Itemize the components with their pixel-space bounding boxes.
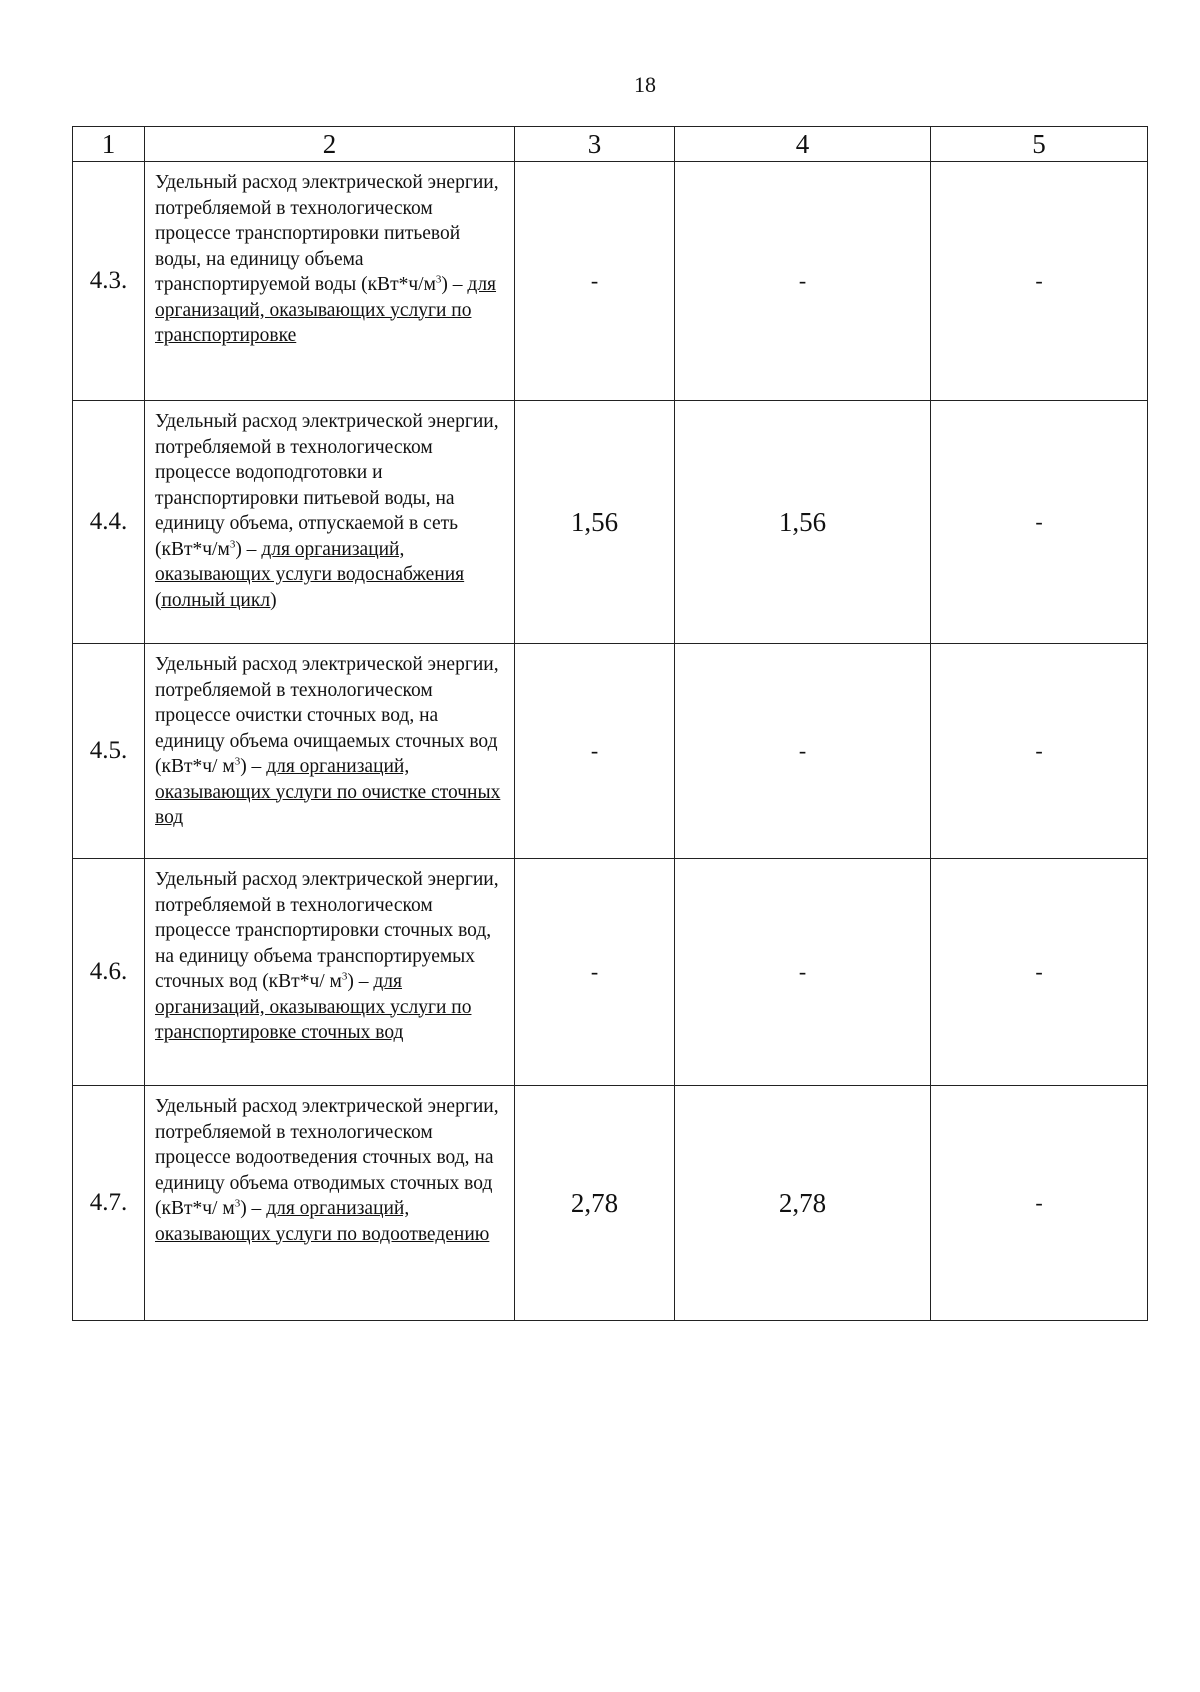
row-description: Удельный расход электрической энергии, потребляемой в технологическом процессе водоподготовки и транспортировки питьевой воды, на единицу объема, отпускаемой в сеть $(кВт*ч/м^3)$ – для организаций, оказывающих услуги водоснабжения (полный цикл) — [145, 401, 515, 644]
cell-col4: - — [675, 162, 931, 401]
header-cell: 5 — [931, 127, 1148, 162]
table-header-row — [73, 127, 1148, 162]
table-row — [73, 859, 1148, 1086]
row-description: Удельный расход электрической энергии, потребляемой в технологическом процессе транспортировки сточных вод, на единицу объема транспортируемых сточных вод (кВт*ч/ $м^3$) – для организаций, оказывающих услуги по транспортировке сточных вод — [145, 859, 515, 1086]
cell-col4: - — [675, 644, 931, 859]
table-row — [73, 644, 1148, 859]
cell-col3: - — [515, 859, 675, 1086]
row-number: 4.6. — [73, 859, 145, 1086]
header-cell: 4 — [675, 127, 931, 162]
header-cell: 2 — [145, 127, 515, 162]
row-description: Удельный расход электрической энергии, потребляемой в технологическом процессе транспортировки питьевой воды, на единицу объема транспортируемой воды $(кВт*ч/м^3)$ – для организаций, оказывающих услуги по транспортировке — [145, 162, 515, 401]
row-description: Удельный расход электрической энергии, потребляемой в технологическом процессе очистки сточных вод, на единицу объема очищаемых сточных вод (кВт*ч/ $м^3$) – для организаций, оказывающих услуги по очистке сточных вод — [145, 644, 515, 859]
cell-col5: - — [931, 401, 1148, 644]
cell-col3: 1,56 — [515, 401, 675, 644]
header-cell: 3 — [515, 127, 675, 162]
cell-col5: - — [931, 1086, 1148, 1321]
cell-col5: - — [931, 859, 1148, 1086]
row-number: 4.4. — [73, 401, 145, 644]
cell-col4: - — [675, 859, 931, 1086]
cell-col3: - — [515, 644, 675, 859]
page-number: 18 — [634, 72, 656, 97]
table-row — [73, 162, 1148, 401]
table-row — [73, 401, 1148, 644]
indicator-table — [72, 126, 1148, 1321]
row-number: 4.5. — [73, 644, 145, 859]
cell-col3: 2,78 — [515, 1086, 675, 1321]
cell-col3: - — [515, 162, 675, 401]
cell-col5: - — [931, 162, 1148, 401]
row-number: 4.3. — [73, 162, 145, 401]
row-description: Удельный расход электрической энергии, потребляемой в технологическом процессе водоотведения сточных вод, на единицу объема отводимых сточных вод (кВт*ч/ $м^3$) – для организаций, оказывающих услуги по водоотведению — [145, 1086, 515, 1321]
cell-col5: - — [931, 644, 1148, 859]
table-row — [73, 1086, 1148, 1321]
cell-col4: 2,78 — [675, 1086, 931, 1321]
row-number: 4.7. — [73, 1086, 145, 1321]
cell-col4: 1,56 — [675, 401, 931, 644]
header-cell: 1 — [73, 127, 145, 162]
